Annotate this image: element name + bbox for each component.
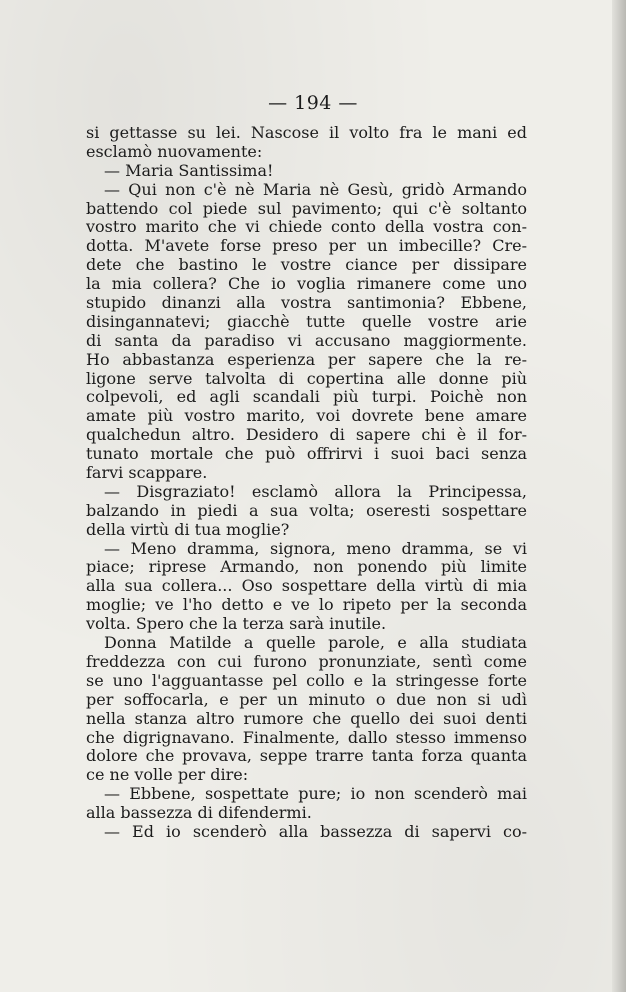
text-line: se uno l'agguantasse pel collo e la stringesse forte xyxy=(86,670,527,690)
text-line: la mia collera? Che io voglia rimanere come uno xyxy=(86,274,527,294)
text-line: balzando in piedi a sua volta; oseresti sospettare xyxy=(86,500,527,520)
text-line: — Ebbene, sospettate pure; io non scenderò mai xyxy=(104,784,527,804)
text-line: vostro marito che vi chiede conto della vostra con- xyxy=(86,217,527,237)
text-line: dolore che provava, seppe trarre tanta forza quanta xyxy=(86,746,527,766)
text-line: disingannatevi; giacchè tutte quelle vostre arie xyxy=(86,311,527,331)
text-line: della virtù di tua moglie? xyxy=(86,519,290,539)
text-line: per soffocarla, e per un minuto o due non si udì xyxy=(86,689,527,709)
text-line: ce ne volle per dire: xyxy=(86,765,249,785)
text-line: tunato mortale che può offrirvi i suoi baci senza xyxy=(86,444,527,464)
text-line: — Maria Santissima! xyxy=(104,160,274,180)
body-text xyxy=(86,124,527,842)
text-line: — Ed io scenderò alla bassezza di sapervi co- xyxy=(104,821,527,841)
text-line: di santa da paradiso vi accusano maggiormente. xyxy=(86,330,527,350)
text-line: volta. Spero che la terza sarà inutile. xyxy=(86,614,387,634)
text-line: dotta. M'avete forse preso per un imbecille? Cre- xyxy=(86,236,527,256)
text-line: alla bassezza di difendermi. xyxy=(86,803,312,823)
text-line: battendo col piede sul pavimento; qui c'è soltanto xyxy=(86,198,527,218)
text-line: esclamò nuovamente: xyxy=(86,141,263,161)
page-number: — 194 — xyxy=(268,92,358,114)
text-line: — Qui non c'è nè Maria nè Gesù, gridò Armando xyxy=(104,179,527,199)
text-line: si gettasse su lei. Nascose il volto fra le mani ed xyxy=(86,123,527,142)
text-line: moglie; ve l'ho detto e ve lo ripeto per la seconda xyxy=(86,595,527,615)
text-line: freddezza con cui furono pronunziate, sentì come xyxy=(86,651,527,671)
text-line: stupido dinanzi alla vostra santimonia? Ebbene, xyxy=(86,293,527,313)
text-line: farvi scappare. xyxy=(86,463,208,483)
text-line: — Meno dramma, signora, meno dramma, se vi xyxy=(104,538,527,558)
text-line: ligone serve talvolta di copertina alle donne più xyxy=(86,368,527,388)
text-line: nella stanza altro rumore che quello dei suoi denti xyxy=(86,708,527,728)
text-line: Ho abbastanza esperienza per sapere che la re- xyxy=(86,349,527,369)
text-line: Donna Matilde a quelle parole, e alla studiata xyxy=(104,633,527,653)
text-line: amate più vostro marito, voi dovrete bene amare xyxy=(86,406,527,426)
text-line: — Disgraziato! esclamò allora la Principessa, xyxy=(104,481,527,501)
text-line: colpevoli, ed agli scandali più turpi. Poichè non xyxy=(86,387,527,407)
text-line: piace; riprese Armando, non ponendo più limite xyxy=(86,557,527,577)
text-line: qualchedun altro. Desidero di sapere chi è il for- xyxy=(86,425,527,445)
text-line: che digrignavano. Finalmente, dallo stesso immenso xyxy=(86,727,527,747)
text-line: dete che bastino le vostre ciance per dissipare xyxy=(86,255,527,275)
page-edge-shadow xyxy=(612,0,626,992)
text-line: alla sua collera... Oso sospettare della virtù di mia xyxy=(86,576,527,596)
